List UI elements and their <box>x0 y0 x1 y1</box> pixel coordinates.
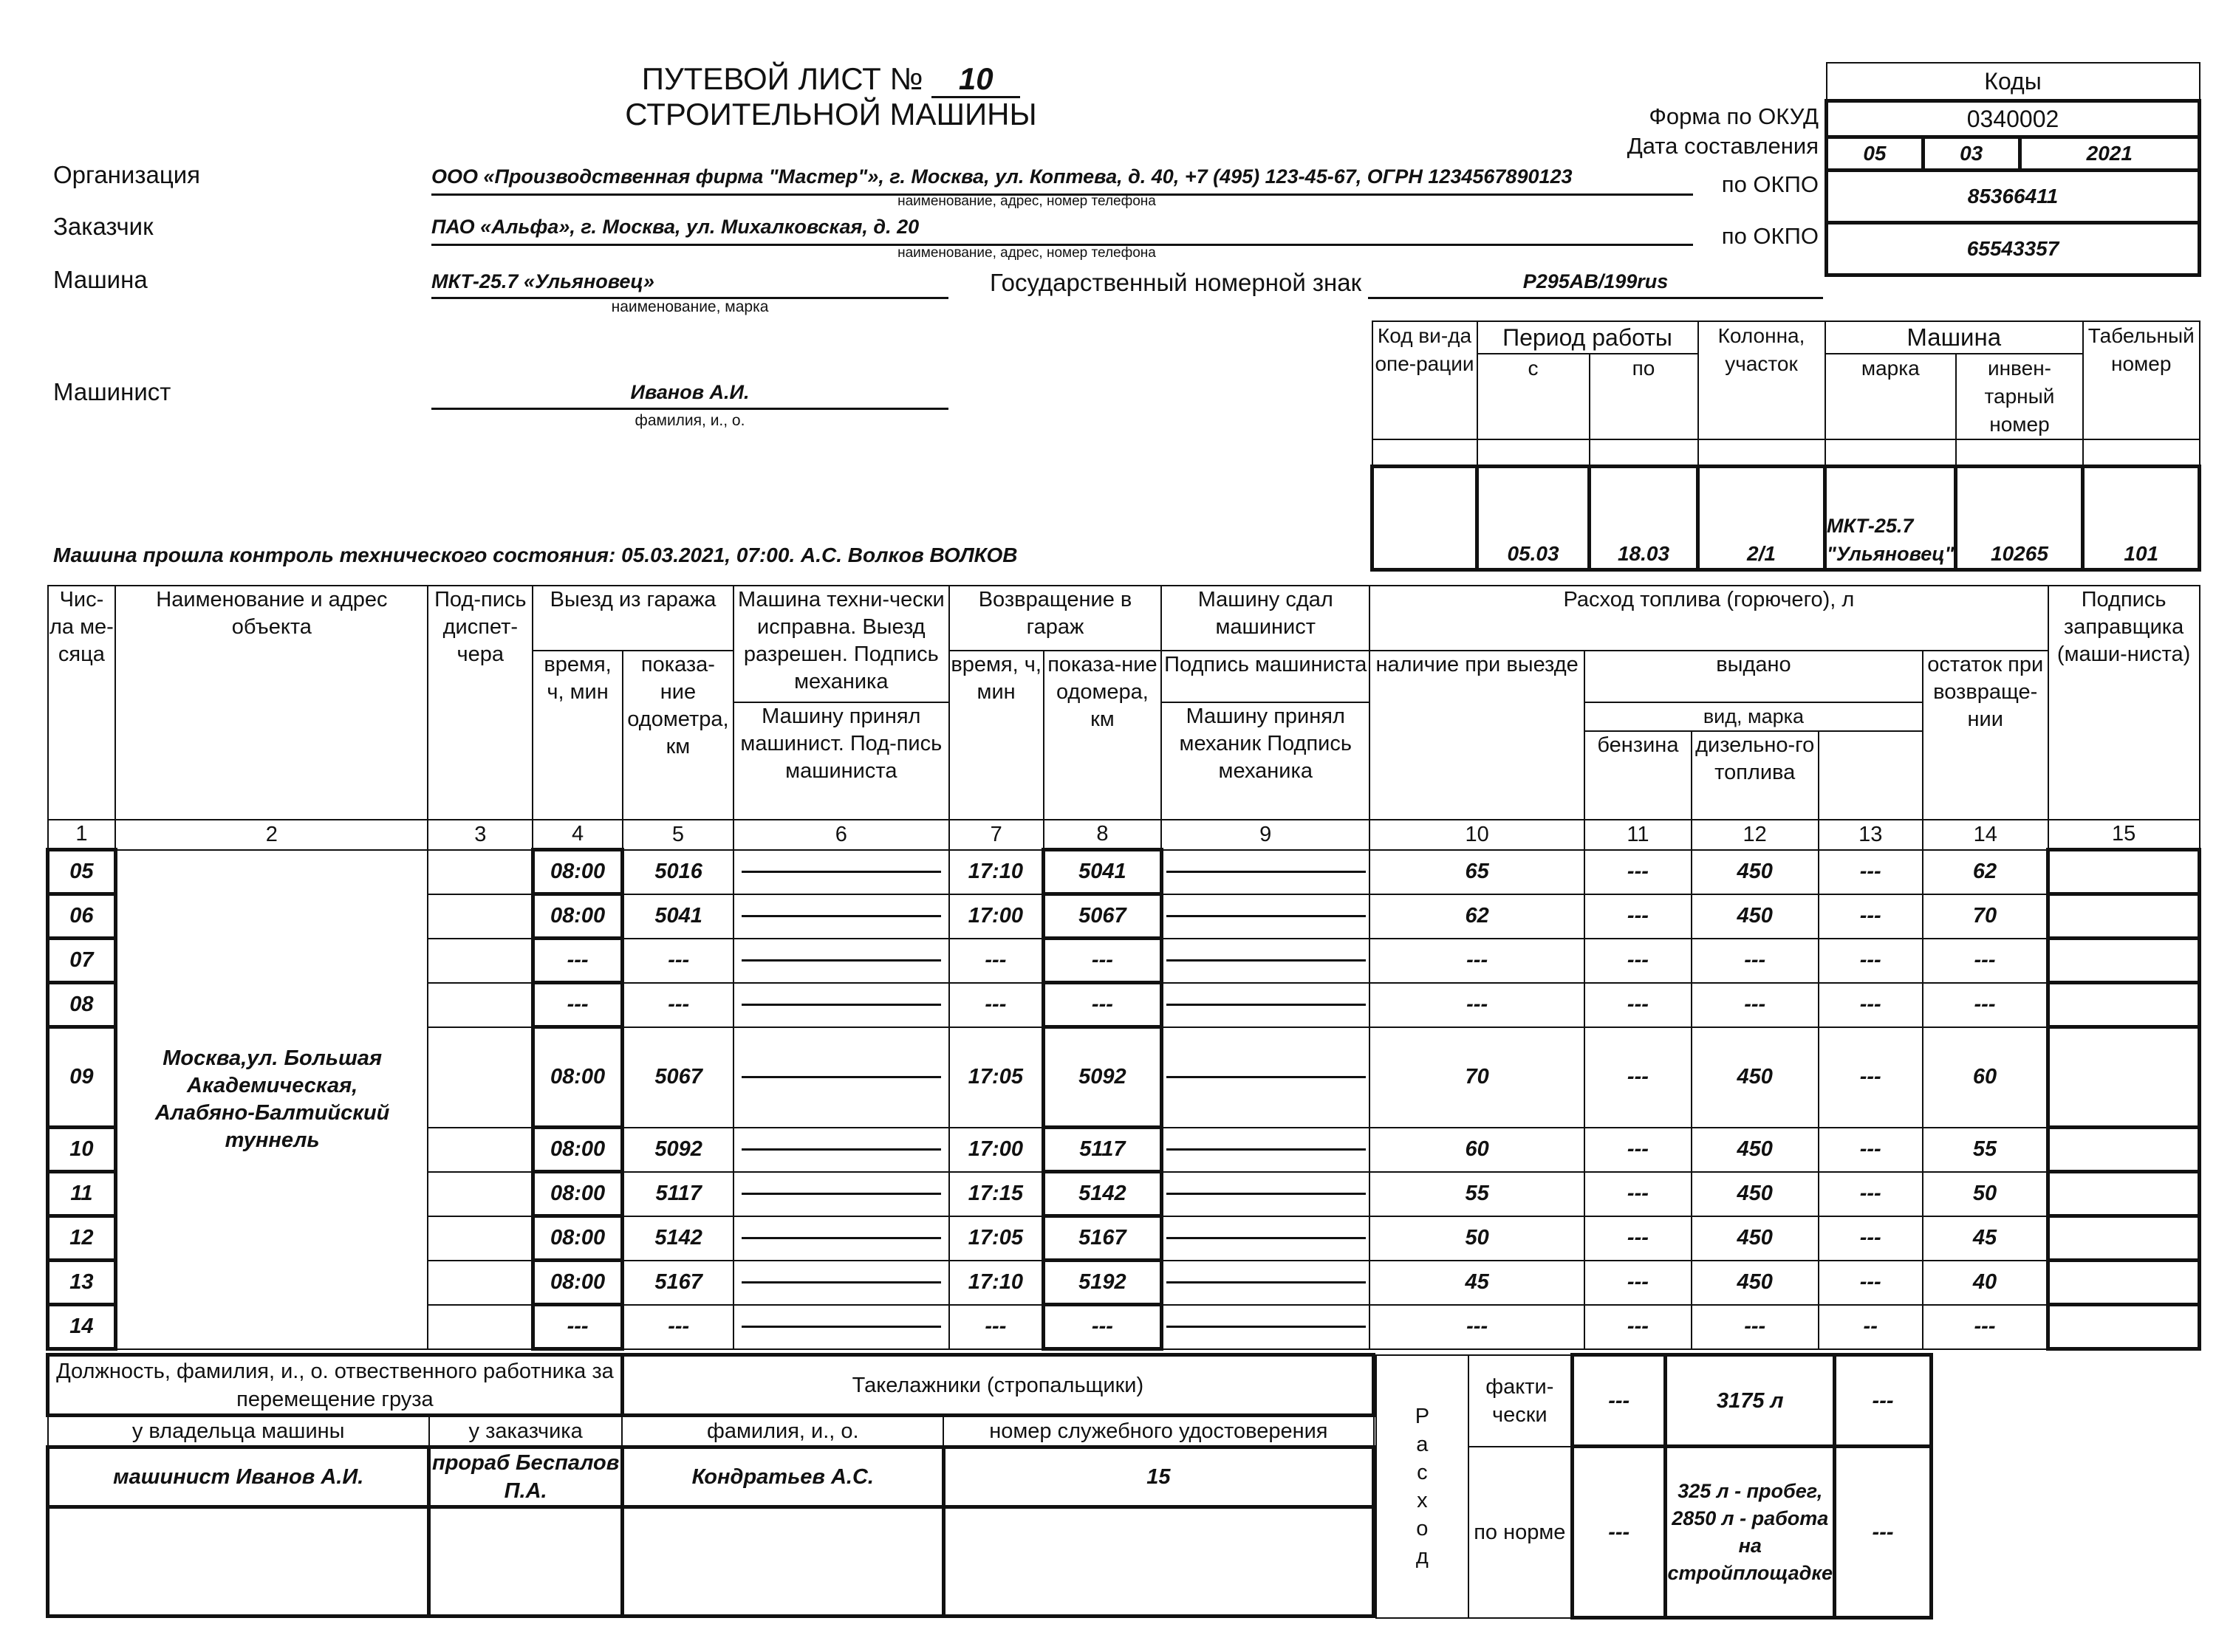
column-number: 12 <box>1692 820 1819 850</box>
other-issued: --- <box>1819 1027 1923 1128</box>
out-time: --- <box>533 1305 623 1349</box>
norm-diesel: 325 л - пробег, 2850 л - работа на стройплощадке <box>1666 1447 1835 1618</box>
period-header: Период работы <box>1477 321 1698 354</box>
dispatcher-sign <box>428 1027 533 1128</box>
return-time: 17:10 <box>949 1261 1044 1305</box>
col-dispatcher-header: Под-пись диспет-чера <box>428 586 533 820</box>
other-issued: --- <box>1819 1128 1923 1172</box>
row-day: 13 <box>48 1261 116 1305</box>
operator-sign <box>1161 1216 1369 1261</box>
operator-sign <box>1161 1305 1369 1349</box>
date-day: 05 <box>1827 137 1923 171</box>
row-day: 07 <box>48 939 116 983</box>
remain-header: остаток при возвраще-нии <box>1923 651 2048 820</box>
out-odometer: 5041 <box>623 894 733 939</box>
date-month: 03 <box>1923 137 2020 171</box>
out-time: 08:00 <box>533 850 623 894</box>
period-from-header: с <box>1477 354 1590 439</box>
fuel-kind-header: вид, марка <box>1584 702 1923 731</box>
out-time: --- <box>533 983 623 1027</box>
return-time: --- <box>949 1305 1044 1349</box>
fuel-remain: --- <box>1923 1305 2048 1349</box>
mechanic-sign <box>733 1128 949 1172</box>
return-time: 17:10 <box>949 850 1044 894</box>
inventory-header: инвен-тарный номер <box>1956 354 2083 439</box>
refueler-sign <box>2048 983 2200 1027</box>
column-number: 2 <box>115 820 428 850</box>
mechanic-approval-header: Машина техни-чески исправна. Выезд разрешен. Подпись механика <box>733 586 949 702</box>
org-label: Организация <box>53 161 201 188</box>
operator-sign <box>1161 983 1369 1027</box>
return-time: 17:00 <box>949 894 1044 939</box>
refueler-sign-header: Подпись заправщика (маши-ниста) <box>2048 586 2200 820</box>
refueler-sign <box>2048 939 2200 983</box>
fuel-remain: 40 <box>1923 1261 2048 1305</box>
org-okpo: 85366411 <box>1827 171 2200 223</box>
mechanic-sign <box>733 1305 949 1349</box>
out-time: --- <box>533 939 623 983</box>
other-issued: --- <box>1819 939 1923 983</box>
return-garage-header: Возвращение в гараж <box>949 586 1162 651</box>
out-time: 08:00 <box>533 1027 623 1128</box>
return-odometer: 5092 <box>1044 1027 1162 1128</box>
fuel-remain: 62 <box>1923 850 2048 894</box>
customer-label: Заказчик <box>53 213 154 240</box>
petrol-issued: --- <box>1584 1172 1692 1216</box>
fuel-remain: 55 <box>1923 1128 2048 1172</box>
dispatcher-sign <box>428 1216 533 1261</box>
operator-sign-header: Подпись машиниста <box>1161 651 1369 702</box>
actual-other: --- <box>1835 1355 1932 1447</box>
column-number: 1 <box>48 820 116 850</box>
return-time: 17:05 <box>949 1027 1044 1128</box>
actual-diesel: 3175 л <box>1666 1355 1835 1447</box>
dispatcher-sign <box>428 1128 533 1172</box>
other-issued: --- <box>1819 1172 1923 1216</box>
other-issued: --- <box>1819 894 1923 939</box>
fuel-out: --- <box>1369 939 1584 983</box>
org-hint: наименование, адрес, номер телефона <box>897 193 1156 209</box>
refueler-sign <box>2048 1216 2200 1261</box>
fuel-out: 45 <box>1369 1261 1584 1305</box>
date-label: Дата составления <box>1627 133 1819 159</box>
diesel-issued: 450 <box>1692 1172 1819 1216</box>
codes-header: Коды <box>1827 63 2200 101</box>
org-value: ООО «Производственная фирма "Мастер"», г. Москва, ул. Коптева, д. 40, +7 (495) 123-45-67, ОГРН 1234567890123 <box>431 165 1693 196</box>
machine-header: Машина <box>1825 321 2083 354</box>
diesel-issued: 450 <box>1692 1216 1819 1261</box>
issued-header: выдано <box>1584 651 1923 702</box>
row-day: 11 <box>48 1172 116 1216</box>
diesel-issued: --- <box>1692 939 1819 983</box>
column-number: 14 <box>1923 820 2048 850</box>
out-odometer: 5092 <box>623 1128 733 1172</box>
responsible-title: Должность, фамилия, и., о. отвественного работника за перемещение груза <box>48 1355 623 1416</box>
fuel-out-header: наличие при выезде <box>1369 651 1584 820</box>
other-issued: --- <box>1819 1216 1923 1261</box>
row-day: 05 <box>48 850 116 894</box>
inventory-value: 10265 <box>1956 466 2083 569</box>
petrol-issued: --- <box>1584 1305 1692 1349</box>
customer-hint: наименование, адрес, номер телефона <box>897 245 1156 261</box>
customer-resp-label: у заказчика <box>429 1416 622 1447</box>
dispatcher-sign <box>428 1305 533 1349</box>
machine-value: МКТ-25.7 «Ульяновец» <box>431 270 948 299</box>
diesel-issued: 450 <box>1692 1261 1819 1305</box>
operator-sign <box>1161 939 1369 983</box>
tab-number-header: Табельный номер <box>2083 321 2200 439</box>
period-from-value: 05.03 <box>1477 466 1590 569</box>
return-time: --- <box>949 983 1044 1027</box>
refueler-sign <box>2048 894 2200 939</box>
brand-value: МКТ-25.7 "Ульяновец" <box>1825 466 1956 569</box>
plate-label: Государственный номерной знак <box>990 269 1362 296</box>
mechanic-accept-header: Машину принял механик Подпись механика <box>1161 702 1369 820</box>
column-number: 11 <box>1584 820 1692 850</box>
customer-resp-value: прораб Беспалов П.А. <box>429 1447 622 1507</box>
out-odometer: 5016 <box>623 850 733 894</box>
cert-value: 15 <box>943 1447 1373 1507</box>
out-odometer: 5117 <box>623 1172 733 1216</box>
column-number: 7 <box>949 820 1044 850</box>
fuel-out: 50 <box>1369 1216 1584 1261</box>
column-number: 4 <box>533 820 623 850</box>
fuel-out: 65 <box>1369 850 1584 894</box>
operator-sign <box>1161 1027 1369 1128</box>
fuel-expense-table <box>1375 1353 1933 1620</box>
refueler-sign <box>2048 1305 2200 1349</box>
operator-sign <box>1161 1128 1369 1172</box>
operator-sign <box>1161 1172 1369 1216</box>
okud-label: Форма по ОКУД <box>1649 103 1819 129</box>
title-prefix: ПУТЕВОЙ ЛИСТ № <box>641 61 923 96</box>
mechanic-sign <box>733 983 949 1027</box>
out-time-header: время, ч, мин <box>533 651 623 820</box>
dispatcher-sign <box>428 983 533 1027</box>
customer-okpo: 65543357 <box>1827 223 2200 275</box>
return-odometer: 5167 <box>1044 1216 1162 1261</box>
riggers-title: Такелажники (стропальщики) <box>622 1355 1373 1416</box>
out-odometer: --- <box>623 939 733 983</box>
out-odometer: --- <box>623 1305 733 1349</box>
out-odometer: 5067 <box>623 1027 733 1128</box>
petrol-issued: --- <box>1584 1261 1692 1305</box>
mechanic-sign <box>733 850 949 894</box>
actual-petrol: --- <box>1572 1355 1666 1447</box>
out-time: 08:00 <box>533 1216 623 1261</box>
column-number: 10 <box>1369 820 1584 850</box>
fuel-remain: 50 <box>1923 1172 2048 1216</box>
cert-label: номер служебного удостоверения <box>943 1416 1373 1447</box>
out-odometer: 5167 <box>623 1261 733 1305</box>
operator-sign <box>1161 1261 1369 1305</box>
column-number: 3 <box>428 820 533 850</box>
out-odometer-header: показа-ние одометра, км <box>623 651 733 820</box>
mechanic-sign <box>733 1027 949 1128</box>
okpo-label-customer: по ОКПО <box>1721 223 1819 249</box>
fuel-remain: --- <box>1923 983 2048 1027</box>
rigger-fio-label: фамилия, и., о. <box>622 1416 943 1447</box>
mechanic-sign <box>733 1216 949 1261</box>
out-time: 08:00 <box>533 1261 623 1305</box>
actual-label: факти-чески <box>1468 1355 1573 1447</box>
expense-label: Р а с х о д <box>1376 1355 1468 1618</box>
waybill-number: 10 <box>931 62 1020 98</box>
other-issued: --- <box>1819 983 1923 1027</box>
petrol-issued: --- <box>1584 1027 1692 1128</box>
object-address: Москва,ул. Большая Академическая, Алабяно-Балтийский туннель <box>115 850 428 1349</box>
return-odometer: 5192 <box>1044 1261 1162 1305</box>
refueler-sign <box>2048 1027 2200 1128</box>
refueler-sign <box>2048 850 2200 894</box>
out-odometer: --- <box>623 983 733 1027</box>
page-subtitle: СТРОИТЕЛЬНОЙ МАШИНЫ <box>625 97 1037 131</box>
plate-value: Р295АВ/199rus <box>1368 270 1823 299</box>
column-number: 6 <box>733 820 949 850</box>
owner-label: у владельца машины <box>48 1416 429 1447</box>
return-odometer-header: показа-ние одомера, км <box>1044 651 1162 820</box>
customer-value: ПАО «Альфа», г. Москва, ул. Михалковская, д. 20 <box>431 216 1693 246</box>
diesel-issued: --- <box>1692 983 1819 1027</box>
other-issued: --- <box>1819 1261 1923 1305</box>
fuel-out: --- <box>1369 983 1584 1027</box>
operation-table <box>1370 321 2201 572</box>
op-code-header: Код ви-да опе-рации <box>1372 321 1477 439</box>
column-value: 2/1 <box>1698 466 1825 569</box>
row-day: 14 <box>48 1305 116 1349</box>
return-odometer: --- <box>1044 1305 1162 1349</box>
petrol-header: бензина <box>1584 731 1692 820</box>
diesel-issued: 450 <box>1692 894 1819 939</box>
fuel-remain: 45 <box>1923 1216 2048 1261</box>
return-odometer: 5041 <box>1044 850 1162 894</box>
fuel-out: 55 <box>1369 1172 1584 1216</box>
machine-hint: наименование, марка <box>611 298 769 315</box>
operator-hint: фамилия, и., о. <box>635 412 745 429</box>
rigger-value: Кондратьев А.С. <box>622 1447 943 1507</box>
refueler-sign <box>2048 1128 2200 1172</box>
refueler-sign <box>2048 1172 2200 1216</box>
brand-header: марка <box>1825 354 1956 439</box>
return-odometer: 5142 <box>1044 1172 1162 1216</box>
col-day-header: Чис-ла ме-сяца <box>48 586 116 820</box>
fuel-out: --- <box>1369 1305 1584 1349</box>
fuel-out: 62 <box>1369 894 1584 939</box>
column-number: 5 <box>623 820 733 850</box>
return-odometer: 5117 <box>1044 1128 1162 1172</box>
other-issued: -- <box>1819 1305 1923 1349</box>
diesel-header: дизельно-го топлива <box>1692 731 1819 820</box>
operator-label: Машинист <box>53 378 171 405</box>
return-time: 17:15 <box>949 1172 1044 1216</box>
row-day: 10 <box>48 1128 116 1172</box>
machine-label: Машина <box>53 266 148 293</box>
main-table <box>46 585 2201 1351</box>
dispatcher-sign <box>428 939 533 983</box>
fuel-remain: --- <box>1923 939 2048 983</box>
other-issued: --- <box>1819 850 1923 894</box>
tab-number-value: 101 <box>2083 466 2200 569</box>
refueler-sign <box>2048 1261 2200 1305</box>
col-object-header: Наименование и адрес объекта <box>115 586 428 820</box>
period-to-header: по <box>1590 354 1698 439</box>
column-numbers-row <box>48 820 2200 850</box>
norm-other: --- <box>1835 1447 1932 1618</box>
return-time: 17:00 <box>949 1128 1044 1172</box>
return-odometer: 5067 <box>1044 894 1162 939</box>
owner-value: машинист Иванов А.И. <box>48 1447 429 1507</box>
mechanic-sign <box>733 1172 949 1216</box>
diesel-issued: 450 <box>1692 850 1819 894</box>
mechanic-sign <box>733 1261 949 1305</box>
column-number: 15 <box>2048 820 2200 850</box>
diesel-issued: --- <box>1692 1305 1819 1349</box>
fuel-header: Расход топлива (горючего), л <box>1369 586 2048 651</box>
operator-accept-header: Машину принял машинист. Под-пись машиниста <box>733 702 949 820</box>
period-to-value: 18.03 <box>1590 466 1698 569</box>
handover-header: Машину сдал машинист <box>1161 586 1369 651</box>
mechanic-sign <box>733 939 949 983</box>
codes-table <box>1825 62 2201 277</box>
date-year: 2021 <box>2020 137 2199 171</box>
petrol-issued: --- <box>1584 983 1692 1027</box>
column-number: 13 <box>1819 820 1923 850</box>
row-day: 08 <box>48 983 116 1027</box>
return-time-header: время, ч, мин <box>949 651 1044 820</box>
row-day: 12 <box>48 1216 116 1261</box>
operator-value: Иванов А.И. <box>431 381 948 410</box>
okud-value: 0340002 <box>1827 101 2200 137</box>
fuel-remain: 60 <box>1923 1027 2048 1128</box>
page-title <box>517 62 1145 98</box>
okpo-label-org: по ОКПО <box>1721 171 1819 197</box>
responsible-table <box>46 1353 1375 1618</box>
operator-sign <box>1161 850 1369 894</box>
out-odometer: 5142 <box>623 1216 733 1261</box>
petrol-issued: --- <box>1584 1128 1692 1172</box>
return-odometer: --- <box>1044 939 1162 983</box>
norm-label: по норме <box>1468 1447 1573 1618</box>
row-day: 09 <box>48 1027 116 1128</box>
out-time: 08:00 <box>533 1172 623 1216</box>
dispatcher-sign <box>428 1172 533 1216</box>
out-time: 08:00 <box>533 894 623 939</box>
return-time: --- <box>949 939 1044 983</box>
fuel-remain: 70 <box>1923 894 2048 939</box>
fuel-out: 70 <box>1369 1027 1584 1128</box>
dispatcher-sign <box>428 1261 533 1305</box>
column-number: 8 <box>1044 820 1162 850</box>
diesel-issued: 450 <box>1692 1128 1819 1172</box>
table-row <box>48 850 2200 894</box>
inspection-note: Машина прошла контроль технического состояния: 05.03.2021, 07:00. А.С. Волков ВОЛКОВ <box>53 544 1018 566</box>
mechanic-sign <box>733 894 949 939</box>
column-header: Колонна, участок <box>1698 321 1825 439</box>
petrol-issued: --- <box>1584 1216 1692 1261</box>
out-garage-header: Выезд из гаража <box>533 586 733 651</box>
fuel-out: 60 <box>1369 1128 1584 1172</box>
op-code-value <box>1372 466 1477 569</box>
dispatcher-sign <box>428 894 533 939</box>
norm-petrol: --- <box>1572 1447 1666 1618</box>
petrol-issued: --- <box>1584 939 1692 983</box>
row-day: 06 <box>48 894 116 939</box>
diesel-issued: 450 <box>1692 1027 1819 1128</box>
petrol-issued: --- <box>1584 850 1692 894</box>
petrol-issued: --- <box>1584 894 1692 939</box>
column-number: 9 <box>1161 820 1369 850</box>
operator-sign <box>1161 894 1369 939</box>
dispatcher-sign <box>428 850 533 894</box>
return-odometer: --- <box>1044 983 1162 1027</box>
return-time: 17:05 <box>949 1216 1044 1261</box>
out-time: 08:00 <box>533 1128 623 1172</box>
